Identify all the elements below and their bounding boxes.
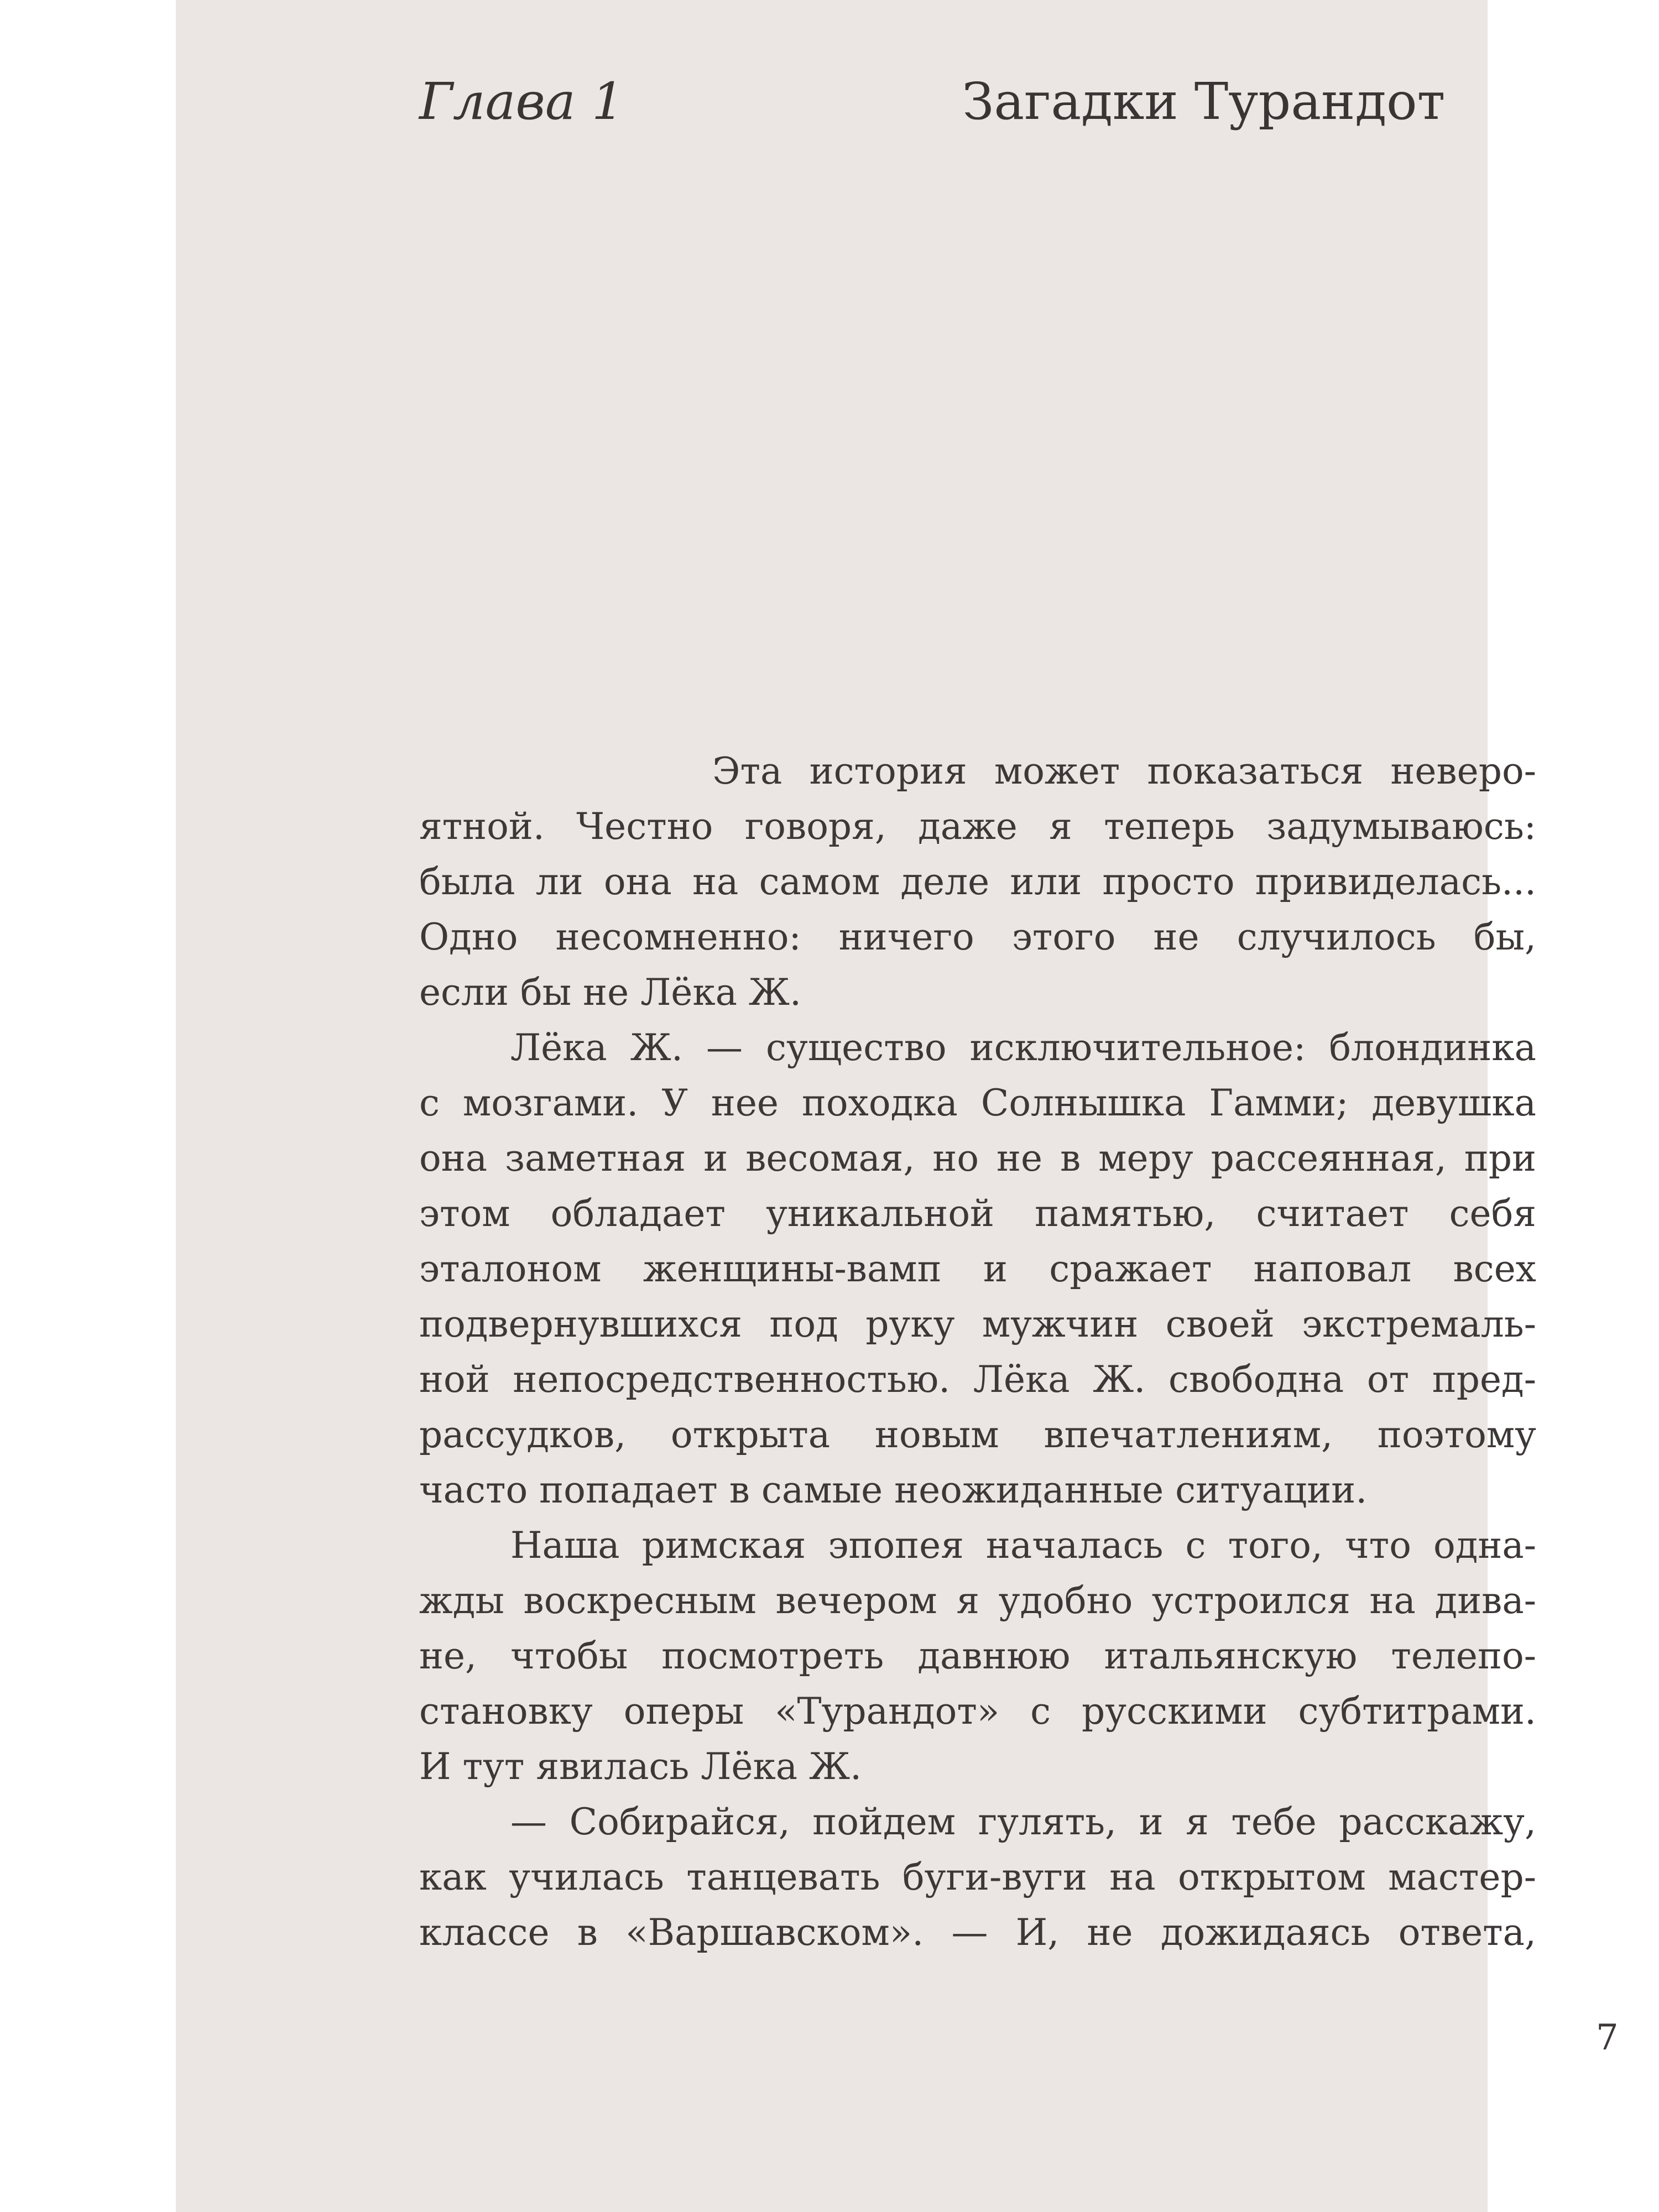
text-line: Эта история может показаться неверо-	[712, 750, 1536, 792]
text-line: — Собирайся, пойдем гулять, и я тебе расскажу,	[510, 1801, 1536, 1843]
text-line: была ли она на самом деле или просто привиделась...	[419, 860, 1536, 903]
text-line: этом обладает уникальной памятью, считает себя	[419, 1192, 1536, 1235]
chapter-label: Глава 1	[419, 72, 624, 131]
page-number: 7	[1596, 2017, 1619, 2058]
text-line: И тут явилась Лёка Ж.	[419, 1745, 862, 1788]
text-line: часто попадает в самые неожиданные ситуации.	[419, 1469, 1368, 1511]
text-line: эталоном женщины-вамп и сражает наповал всех	[419, 1248, 1536, 1290]
text-line: классе в «Варшавском». — И, не дожидаясь ответа,	[419, 1911, 1536, 1954]
text-line: если бы не Лёка Ж.	[419, 971, 802, 1014]
text-line: не, чтобы посмотреть давнюю итальянскую телепо-	[419, 1635, 1536, 1677]
chapter-header	[419, 72, 1446, 131]
text-line: она заметная и весомая, но не в меру рассеянная, при	[419, 1137, 1536, 1180]
chapter-title: Загадки Турандот	[962, 72, 1446, 131]
text-line: как училась танцевать буги-вуги на открытом мастер-	[419, 1856, 1536, 1898]
text-line: становку оперы «Турандот» с русскими субтитрами.	[419, 1690, 1536, 1733]
text-line: жды воскресным вечером я удобно устроился на дива-	[419, 1579, 1536, 1622]
text-line: Лёка Ж. — существо исключительное: блондинка	[510, 1026, 1536, 1069]
body-text	[419, 744, 1536, 1960]
book-page	[176, 0, 1619, 2212]
text-line: с мозгами. У нее походка Солнышка Гамми; девушка	[419, 1082, 1536, 1124]
text-line: Одно несомненно: ничего этого не случилось бы,	[419, 916, 1536, 958]
text-line: Наша римская эпопея началась с того, что одна-	[510, 1524, 1536, 1567]
text-line: ной непосредственностью. Лёка Ж. свободна от пред-	[419, 1358, 1536, 1401]
text-line: ятной. Честно говоря, даже я теперь задумываюсь:	[419, 805, 1536, 848]
text-line: рассудков, открыта новым впечатлениям, поэтому	[419, 1413, 1536, 1456]
text-line: подвернувшихся под руку мужчин своей экстремаль-	[419, 1303, 1536, 1345]
